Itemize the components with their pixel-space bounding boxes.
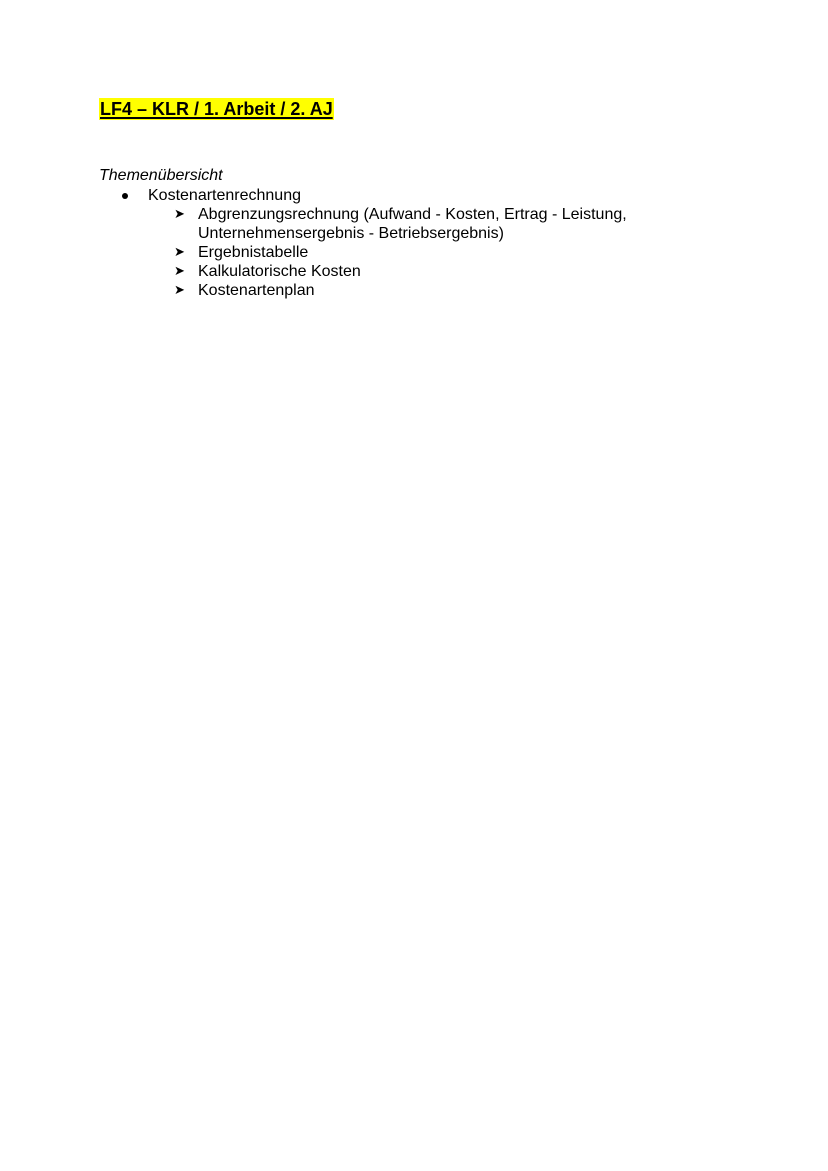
arrowhead-icon: ➤ [174, 264, 185, 279]
arrowhead-icon: ➤ [174, 207, 185, 222]
bullet-dot-icon [122, 193, 128, 199]
section-heading: Themenübersicht [99, 167, 223, 184]
arrowhead-icon: ➤ [174, 283, 185, 298]
topic-list [99, 186, 668, 300]
subtopic-item [148, 262, 668, 281]
subtopic-item [148, 205, 668, 243]
subtopic-label: Abgrenzungsrechnung (Aufwand - Kosten, Ertrag - Leistung, Unternehmensergebnis - Betriebsergebnis) [198, 206, 627, 242]
topic-item [99, 186, 668, 300]
subtopic-item [148, 281, 668, 300]
subtopic-list [148, 205, 668, 300]
subtopic-item [148, 243, 668, 262]
subtopic-label: Ergebnistabelle [198, 244, 309, 261]
subtopic-label: Kalkulatorische Kosten [198, 263, 361, 280]
arrowhead-icon: ➤ [174, 245, 185, 260]
subtopic-label: Kostenartenplan [198, 282, 315, 299]
document-title: LF4 – KLR / 1. Arbeit / 2. AJ [100, 99, 333, 119]
topic-label: Kostenartenrechnung [148, 187, 301, 204]
